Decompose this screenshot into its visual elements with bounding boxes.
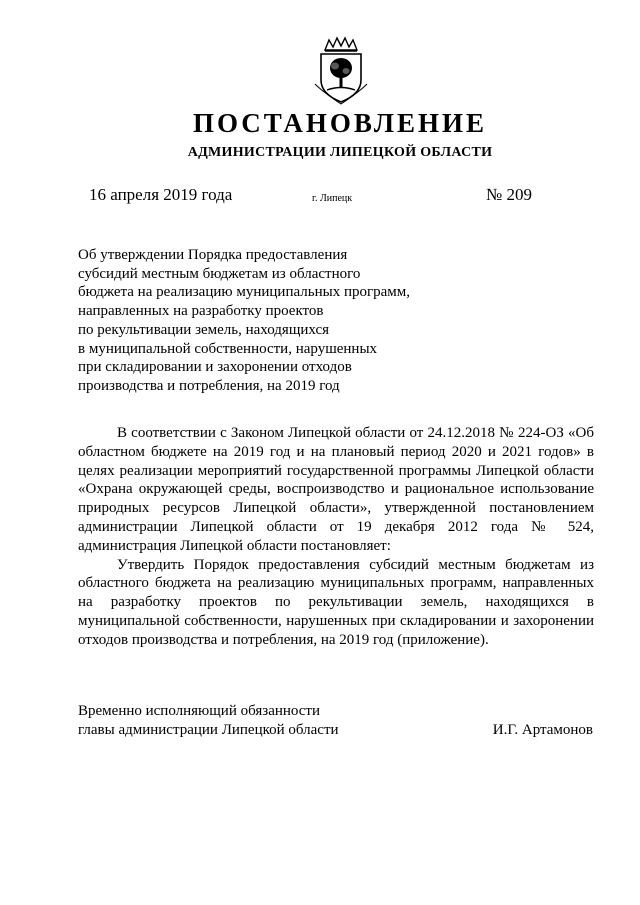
subject-line: в муниципальной собственности, нарушенных [78,340,378,357]
document-title: ПОСТАНОВЛЕНИЕ [192,108,488,138]
subject-line: субсидий местным бюджетам из областного [78,265,361,282]
document-subtitle: АДМИНИСТРАЦИИ ЛИПЕЦКОЙ ОБЛАСТИ [187,145,493,160]
document-subject [78,246,410,396]
document-city: г. Липецк [312,193,353,204]
signatory-title-line: Временно исполняющий обязанности [78,703,321,719]
document-number: № 209 [486,185,532,204]
subject-line: направленных на разработку проектов [78,303,324,320]
body-paragraph: В соответствии с Законом Липецкой области от 24.12.2018 № 224-ОЗ «Об областном бюджете на 2019 год и на плановый период 2020 и 2021 годов» в целях реализации мероприятий государственной программы Липецкой области «Охрана окружающей среды, воспроизводство и рациональное использование природных ресурсов Липецкой области», утвержденной постановлением администрации Липецкой области от 19 декабря 2012 года № 524, администрация Липецкой области постановляет: [78,425,594,554]
signatory-title [78,702,339,740]
signatory-title-line: главы администрации Липецкой области [78,722,339,738]
subject-line: по рекультивации земель, находящихся [78,321,330,338]
document-body [78,424,594,650]
subject-line: бюджета на реализацию муниципальных программ, [78,284,411,301]
subject-line: при складировании и захоронении отходов [78,359,352,376]
document-date: 16 апреля 2019 года [89,185,233,204]
subject-line: производства и потребления, на 2019 год [78,377,340,394]
subject-line: Об утверждении Порядка предоставления [78,247,348,263]
lipetsk-coat-of-arms-icon [311,36,371,106]
signatory-name: И.Г. Артамонов [492,722,593,738]
body-paragraph: Утвердить Порядок предоставления субсидий местным бюджетам из областного бюджета на реализацию муниципальных программ, направленных на разработку проектов по рекультивации земель, находящихся в муниципальной собственности, нарушенных при складировании и захоронении отходов производства и потребления, на 2019 год (приложение). [78,556,594,648]
